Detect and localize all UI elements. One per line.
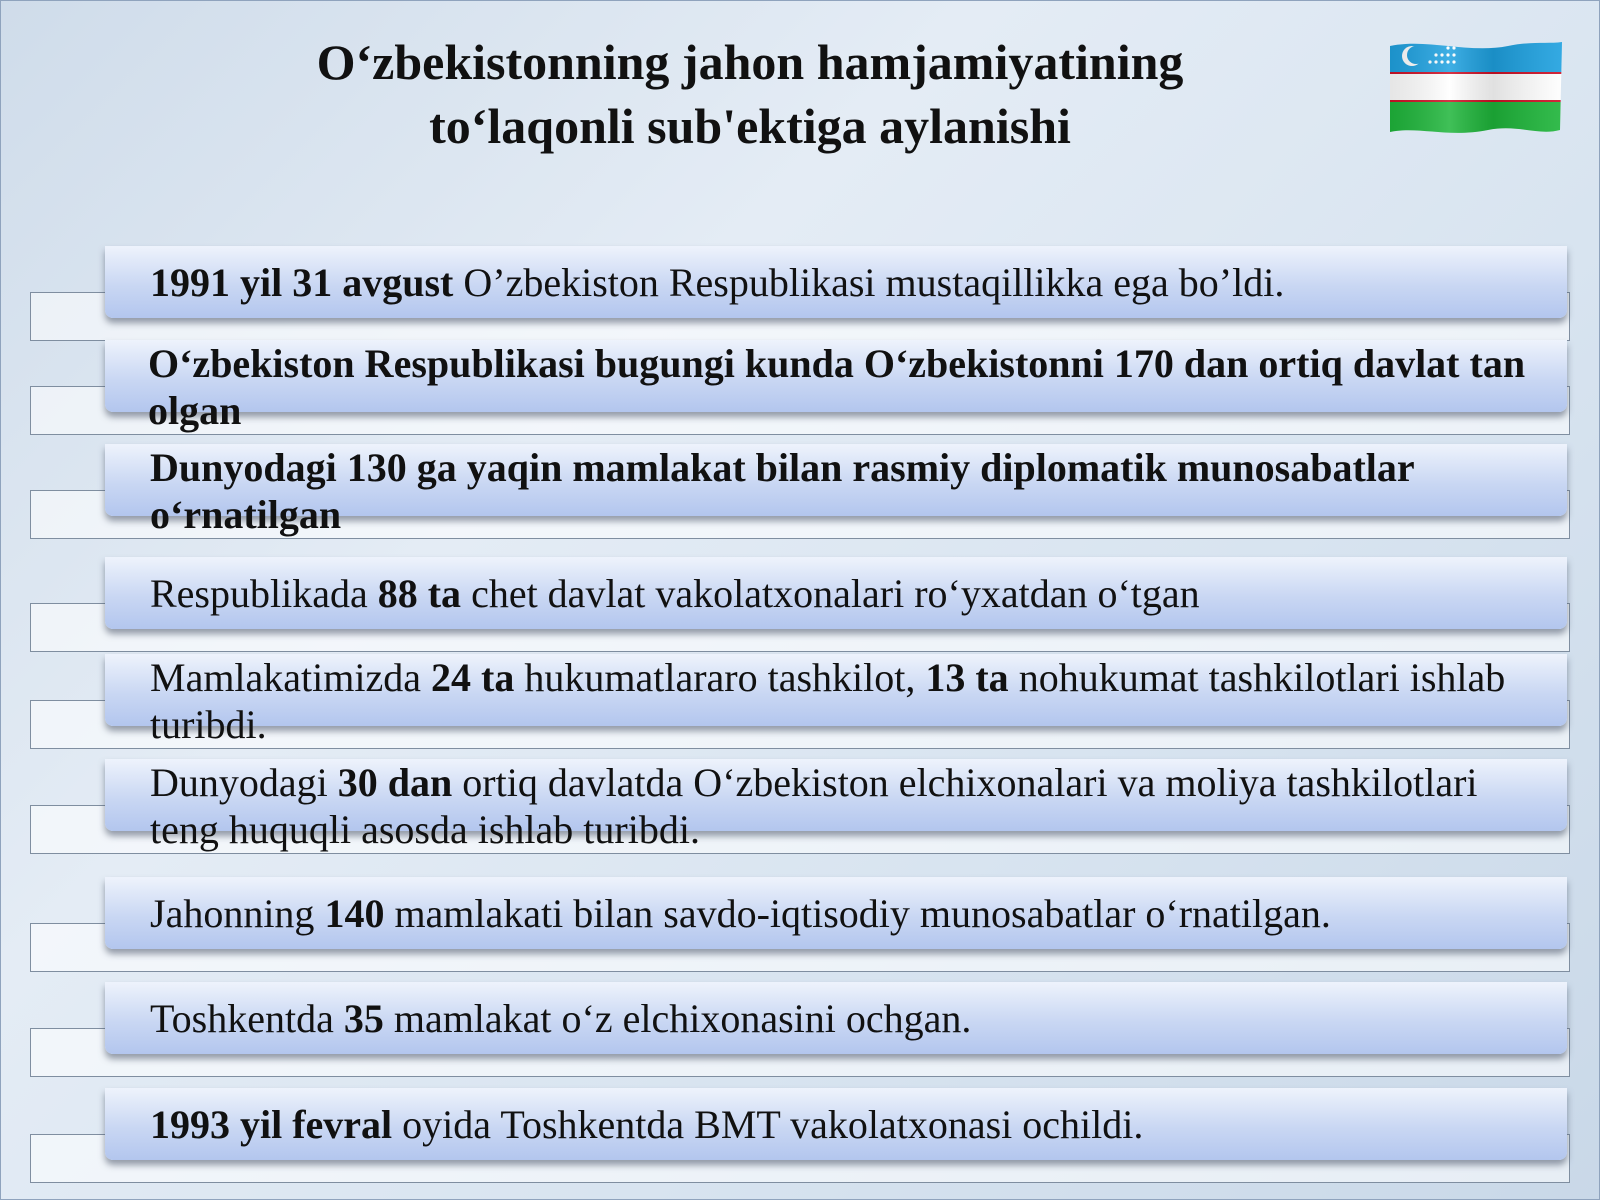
item-bold-text: 140	[324, 890, 385, 936]
item-bold-text: 35	[343, 995, 384, 1041]
item-bold-text: 1993 yil fevral	[150, 1101, 393, 1147]
item-plain-text: O’zbekiston Respublikasi mustaqillikka ega bo’ldi.	[453, 259, 1285, 305]
list-item	[30, 654, 1570, 760]
title-line-1: O‘zbekistonning jahon hamjamiyatining	[316, 34, 1184, 90]
item-text	[150, 654, 1550, 754]
list-item	[30, 246, 1570, 352]
list-item	[30, 877, 1570, 983]
item-plain-text: hukumatlararo tashkilot,	[514, 655, 926, 700]
item-plain-text: nohukumat tashkilotlari ishlab turibdi.	[150, 655, 1506, 747]
item-plain-text: Dunyodagi	[150, 760, 338, 805]
item-text	[150, 444, 1550, 544]
item-text	[150, 557, 1550, 629]
title-line-2: to‘laqonli sub'ektiga aylanishi	[429, 98, 1071, 154]
item-bold-text: 30 dan	[337, 760, 453, 805]
item-bold-text: O‘zbekiston Respublikasi bugungi kunda O‘zbekistonni 170 dan ortiq davlat tan olgan	[148, 341, 1526, 433]
item-text	[150, 759, 1550, 859]
item-plain-text: Toshkentda	[150, 995, 344, 1041]
item-text	[150, 1088, 1550, 1160]
item-bold-text: 88 ta	[377, 570, 462, 616]
slide-title	[150, 30, 1350, 158]
list-item	[30, 340, 1570, 446]
item-bold-text: 1991 yil 31 avgust	[150, 259, 454, 305]
item-bold-text: 13 ta	[925, 655, 1009, 700]
item-bold-text: 24 ta	[431, 655, 515, 700]
item-plain-text: Jahonning	[150, 890, 325, 936]
item-plain-text: mamlakat o‘z elchixonasini ochgan.	[383, 995, 972, 1041]
list-item	[30, 444, 1570, 550]
list-item	[30, 759, 1570, 865]
item-text	[150, 246, 1550, 318]
item-plain-text: mamlakati bilan savdo-iqtisodiy munosabatlar o‘rnatilgan.	[384, 890, 1331, 936]
uzbekistan-flag-icon	[1388, 40, 1564, 134]
item-bold-text: Dunyodagi 130 ga yaqin mamlakat bilan rasmiy diplomatik munosabatlar o‘rnatilgan	[150, 445, 1414, 537]
item-plain-text: chet davlat vakolatxonalari ro‘yxatdan o‘tgan	[461, 570, 1200, 616]
item-plain-text: Mamlakatimizda	[150, 655, 432, 700]
item-text	[148, 340, 1548, 440]
item-plain-text: ortiq davlatda O‘zbekiston elchixonalari va moliya tashkilotlari teng huquqli asosda ishlab turibdi.	[150, 760, 1478, 852]
item-plain-text: Respublikada	[150, 570, 378, 616]
item-plain-text: oyida Toshkentda BMT vakolatxonasi ochildi.	[392, 1101, 1144, 1147]
item-text	[150, 877, 1550, 949]
item-text	[150, 982, 1550, 1054]
list-item	[30, 1088, 1570, 1194]
list-item	[30, 982, 1570, 1088]
list-item	[30, 557, 1570, 663]
